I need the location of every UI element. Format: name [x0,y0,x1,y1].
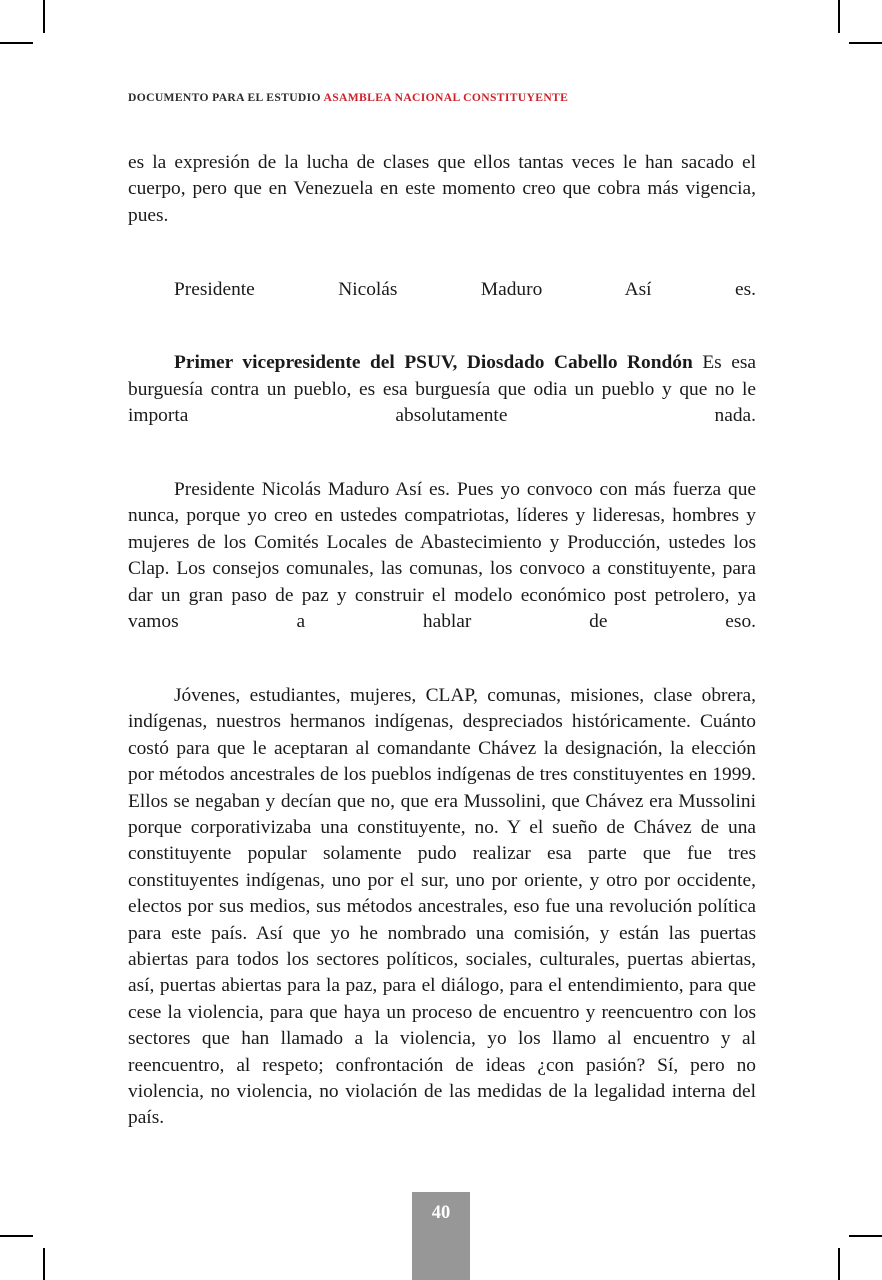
crop-mark-top-left-horizontal [0,42,33,44]
running-head-document-label: DOCUMENTO PARA EL ESTUDIO [128,91,321,104]
crop-mark-bottom-left-vertical [43,1248,45,1280]
crop-mark-top-right-vertical [838,0,840,33]
paragraph-continuation: es la expresión de la lucha de clases que ellos tantas veces le han sacado el cuerpo, pero que en Venezuela en este momento creo que cobra más vigencia, pues. [128,152,756,226]
running-head-title-label: ASAMBLEA NACIONAL CONSTITUYENTE [323,91,569,104]
folio-box [412,1192,470,1280]
crop-mark-top-left-vertical [43,0,45,33]
paragraph-maduro-3: Jóvenes, estudiantes, mujeres, CLAP, comunas, misiones, clase obrera, indígenas, nuestros hermanos indígenas, despreciados históricamente. Cuánto costó para que le aceptaran al comandante Chávez la designación, la elección por métodos ancestrales de los pueblos indígenas de tres constituyentes en 1999. Ellos se negaban y decían que no, que era Mussolini, que Chávez era Mussolini porque corporativizaba una constituyente, no. Y el sueño de Chávez de una constituyente popular solamente pudo realizar esa parte que fue tres constituyentes indígenas, uno por el sur, uno por oriente, y otro por occidente, electos por sus medios, sus métodos ancestrales, eso fue una revolución política para este país. Así que yo he nombrado una comisión, y están las puertas abiertas para todos los sectores políticos, sociales, culturales, puertas abiertas, así, puertas abiertas para la paz, para el diálogo, para el entendimiento, para que cese la violencia, para que haya un proceso de encuentro y reencuentro con los sectores que han llamado a la violencia, yo los llamo al encuentro y al reencuentro, al respeto; confrontación de ideas ¿con pasión? Sí, pero no violencia, no violencia, no violación de las medidas de la legalidad interna del país. [128,684,756,1129]
paragraph-cabello [128,350,756,456]
running-head [128,91,755,105]
paragraph-cabello-text: Es esa burguesía contra un pueblo, es esa burguesía que odia un pueblo y que no le importa absolutamente nada. [128,352,757,427]
speaker-label-cabello: Primer vicepresidente del PSUV, Diosdado Cabello Rondón [174,352,693,374]
crop-mark-bottom-right-horizontal [849,1235,882,1237]
paragraph-maduro-1: Presidente Nicolás Maduro Así es. [174,278,756,300]
paragraph-maduro-2: Presidente Nicolás Maduro Así es. Pues yo convoco con más fuerza que nunca, porque yo creo en ustedes compatriotas, líderes y lideresas, hombres y mujeres de los Comités Locales de Abastecimiento y Producción, ustedes los Clap. Los consejos comunales, las comunas, los convoco a constituyente, para dar un gran paso de paz y construir el modelo económico post petrolero, ya vamos a hablar de eso. [128,479,756,633]
crop-mark-bottom-left-horizontal [0,1235,33,1237]
crop-mark-top-right-horizontal [849,42,882,44]
page-number: 40 [431,1203,451,1223]
body-text-column [128,150,756,1179]
crop-mark-bottom-right-vertical [838,1248,840,1280]
